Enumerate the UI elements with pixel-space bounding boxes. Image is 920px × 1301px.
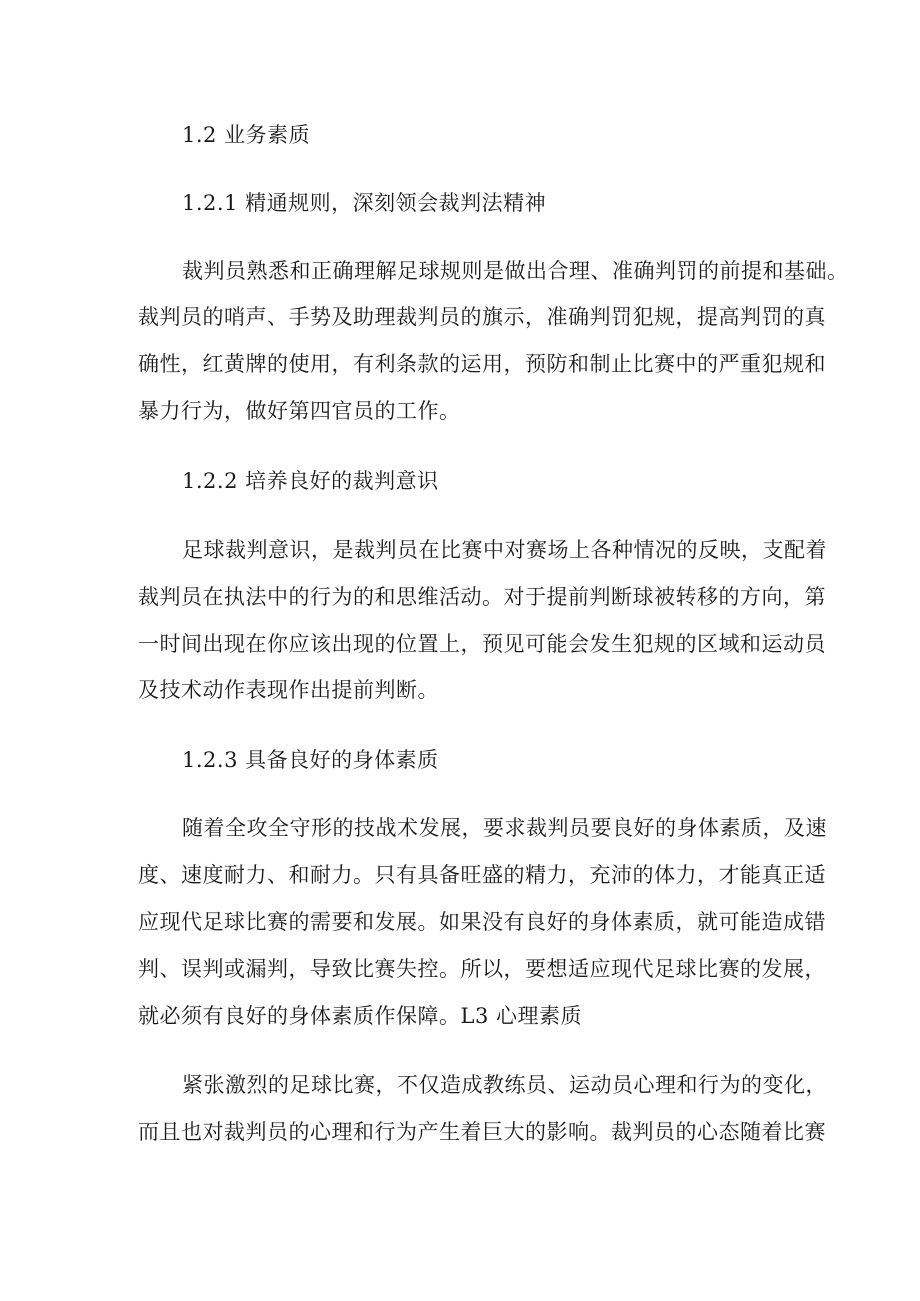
paragraph-2-line-4: 及技术动作表现作出提前判断。 xyxy=(138,678,439,702)
paragraph-2-line-3: 一时间出现在你应该出现的位置上，预见可能会发生犯规的区域和运动员 xyxy=(138,632,826,656)
section-heading-1-2: 1.2 业务素质 xyxy=(182,123,311,147)
paragraph-3-line-4: 判、误判或漏判，导致比赛失控。所以，要想适应现代足球比赛的发展， xyxy=(138,957,826,981)
paragraph-4-line-2: 而且也对裁判员的心理和行为产生着巨大的影响。裁判员的心态随着比赛 xyxy=(138,1120,826,1144)
paragraph-4-line-1: 紧张激烈的足球比赛，不仅造成教练员、运动员心理和行为的变化， xyxy=(182,1073,827,1097)
paragraph-1-line-2: 裁判员的哨声、手势及助理裁判员的旗示，准确判罚犯规，提高判罚的真 xyxy=(138,305,826,329)
paragraph-3-line-2: 度、速度耐力、和耐力。只有具备旺盛的精力，充沛的体力，才能真正适 xyxy=(138,863,826,887)
paragraph-3-line-1: 随着全攻全守形的技战术发展，要求裁判员要良好的身体素质，及速 xyxy=(182,816,827,840)
paragraph-2-line-1: 足球裁判意识，是裁判员在比赛中对赛场上各种情况的反映，支配着 xyxy=(182,538,827,562)
paragraph-3-line-5: 就必须有良好的身体素质作保障。L3 心理素质 xyxy=(138,1004,582,1028)
paragraph-1-line-4: 暴力行为，做好第四官员的工作。 xyxy=(138,399,461,423)
paragraph-3-line-3: 应现代足球比赛的需要和发展。如果没有良好的身体素质，就可能造成错 xyxy=(138,910,826,934)
paragraph-1-line-3: 确性，红黄牌的使用，有利条款的运用，预防和制止比赛中的严重犯规和 xyxy=(138,352,826,376)
paragraph-1-line-1: 裁判员熟悉和正确理解足球规则是做出合理、准确判罚的前提和基础。 xyxy=(182,259,849,283)
section-heading-1-2-2: 1.2.2 培养良好的裁判意识 xyxy=(182,469,439,493)
paragraph-2-line-2: 裁判员在执法中的行为的和思维活动。对于提前判断球被转移的方向，第 xyxy=(138,585,826,609)
section-heading-1-2-1: 1.2.1 精通规则，深刻领会裁判法精神 xyxy=(182,191,547,215)
section-heading-1-2-3: 1.2.3 具备良好的身体素质 xyxy=(182,748,439,772)
